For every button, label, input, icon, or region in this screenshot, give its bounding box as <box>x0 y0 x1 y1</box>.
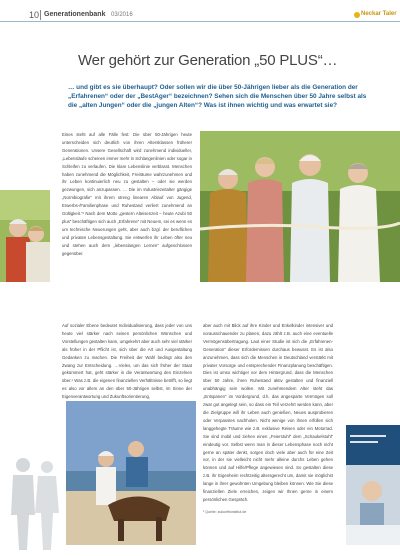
article-column-right <box>203 322 333 509</box>
article-headline: Wer gehört zur Generation „50 PLUS“… <box>78 52 338 69</box>
brochure-image <box>342 425 400 545</box>
article-column-left-top <box>62 131 192 263</box>
issue-label: 03/2016 <box>111 12 133 18</box>
article-lead: … und gibt es sie überhaupt? Oder sollen wir die über 50-Jährigen lieber als die Generation der „Erfahrenen“ oder der „BestAger“ bezeichnen? Sehen sich die Menschen über 50 Jahre selbst als die „alten Jungen“ oder die „jungen Alten“? Was ist ihnen wichtig und was erwartet sie? <box>68 84 367 109</box>
logo-text: Neckar Taler <box>361 11 397 17</box>
neckartaler-logo <box>354 9 397 21</box>
header-rule <box>0 21 400 22</box>
article-column-left-bottom <box>62 322 192 406</box>
logo-mark-icon <box>354 12 360 18</box>
paragraph: aber auch mit Blick auf ihre Kinder und Enkelkinder intensiver und vorausschauender zu planen, dazu zählt z.B. auch eine eventuelle Vermögensübertragung. Laut einer Studie ist sich die „Erfahrenen-Generation“ dieser Erfordernissen durchaus bewusst. Es ist also anzunehmen, dass sich die Menschen in Deutschland verstärkt mit privater Vorsorge und entsprechender Finanzplanung beschäftigen. Dies ist umso wichtiger vor dem Hintergrund, dass die Menschen über 50 Jahre, ihren Ruhestand aktiv gestalten und finanziell unabhängig sein wollen. Mit zunehmendem Alter steht das „Entspanen“ im Vordergrund, d.h. das angesparte Vermögen soll zwar gut angelegt sein, so dass ein Teil verzehrt werden kann, aber die Zielgruppe will ihr Leben auch genießen, Neues ausprobieren oder Verpasstes nachholen. Nicht wenige von ihnen erfüllen sich langgehegte Träume wie z.B. exklusive Reisen oder ein Motorrad. Sie sind mobil und ziehen einen „Feierstuhl“ dem „Schaukelstuhl“ eindeutig vor. Selbst wenn man in dieser Lebensphase noch nicht gerne an später denkt, sorgen doch viele aber auch für eine Zeit vor, in der sie vielleicht nicht mehr alleine durchs Leben gehen können und auf Hilfe/Pflege angewiesen sind. So gestalten diese z.B. ihr Eigenheim rechtzeitig altersgerecht um, damit sie möglichst lange in ihrer gewohnten Umgebung bleiben können. Wie Sie diese finanziellen Ziele erreichen, zeigen wir Ihnen gerne in einem persönlichen Gespräch. <box>203 323 333 502</box>
group-photo <box>200 131 400 282</box>
header-separator <box>40 10 41 20</box>
footnote: ¹ Quelle: zukunftsinstitut.de <box>203 510 247 514</box>
couple-photo <box>0 190 50 282</box>
page-number: 10 <box>29 10 40 20</box>
section-title: Generationenbank <box>44 11 106 18</box>
paragraph: Auf sozialer Ebene bedeutet Individualisierung, dass jeder von uns heute viel stärker nach seinen persönlichen Wünschen und Vorstellungen gestalten kann, umgekehrt aber auch sehr viel stärker als früher in der Pflicht ist, sich über die Art und Ausgestaltung Gedanken zu machen. Die Freiheit der Wahl bedingt also den Zwang zur Entscheidung. …Vieles, um das sich früher der Staat gekümmert hat, geht stärker in die Verantwortung des Einzelnen über.¹ Was z.B. die eigenen finanziellen Verhältnisse betrifft, so liegt es also vor allem an den über 50-Jährigen selbst, im Sinne der Eigenverantwortung und Zukunftsorientierung, <box>62 323 192 400</box>
paragraph: Eines steht auf alle Fälle fest: Die über 50-Jährigen heute unterscheiden sich deutlich von ihren Altersklassen früherer Generationen. Unsere Gesellschaft wird zunehmend individueller, „Lebensläufe scheinen immer mehr in Schlangenlinien oder sogar in Schleifen zu verlaufen. Die klare Lebenslinie verblasst. Menschen haben zunehmend die Möglichkeit, Freiräume wahrzunehmen und ihr Leben kontinuierlich neu zu gestalten – oder sie werden gezwungen, sich anzupassen. … Die im Industriezeitalter gängige „Normbiografie“ mit ihrem streng linearen Ablauf von Jugend, Erwerbs-/Familienphase und Ruhestand verliert zunehmend an Gültigkeit.“¹ Nach dem Motto „gestern Alteisenzeit – heute Azubi 50 plus“ beschäftigen sich auch „Erfahrene“ mit Neuem, sei es wenn es um technische Neuerungen geht, aber auch bzgl. der beruflichen und privaten Lebensgestaltung. Sie entwerfen ihr Leben öfter neu und stehen auch dem „lebenslangen Lernen“ aufgeschlossen gegenüber. <box>62 132 192 256</box>
beach-photo <box>66 401 196 545</box>
silhouettes-graphic <box>5 455 65 550</box>
